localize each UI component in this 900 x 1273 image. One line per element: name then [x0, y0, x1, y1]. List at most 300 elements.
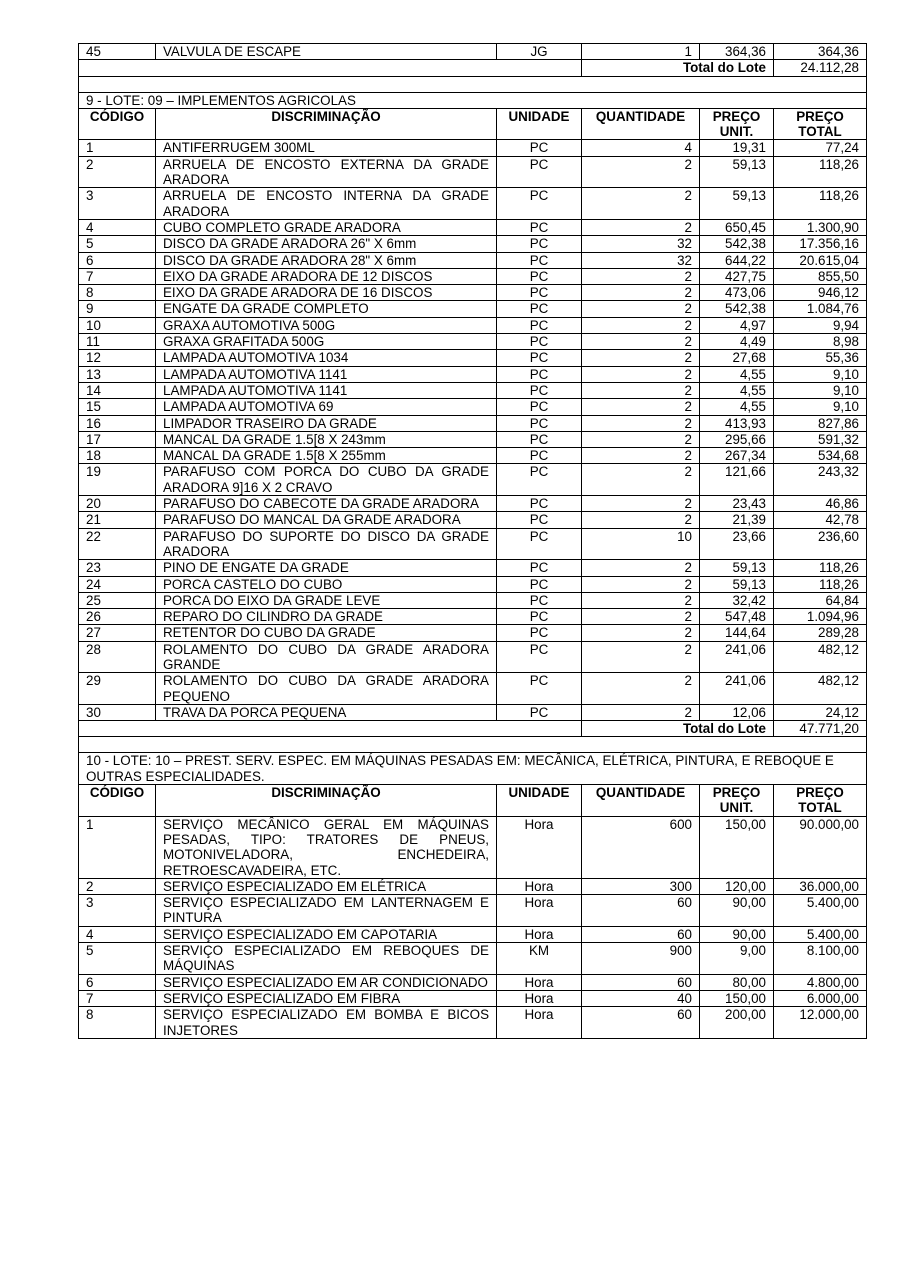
item-total-price: 77,24 — [774, 140, 867, 156]
header-unit: UNIDADE — [497, 108, 582, 140]
item-quantity: 2 — [582, 156, 700, 188]
item-code: 11 — [79, 334, 156, 350]
item-total-price: 482,12 — [774, 641, 867, 673]
item-quantity: 2 — [582, 317, 700, 333]
item-description: ROLAMENTO DO CUBO DA GRADE ARADORA GRANDE — [156, 641, 497, 673]
item-total-price: 9,10 — [774, 382, 867, 398]
table-row — [79, 816, 867, 878]
item-code: 15 — [79, 399, 156, 415]
lot-title-row — [79, 753, 867, 785]
item-code: 1 — [79, 140, 156, 156]
item-code: 6 — [79, 974, 156, 990]
header-description: DISCRIMINAÇÃO — [156, 108, 497, 140]
item-unit: PC — [497, 704, 582, 720]
item-description: GRAXA GRAFITADA 500G — [156, 334, 497, 350]
lot-total-row — [79, 721, 867, 737]
item-description: LIMPADOR TRASEIRO DA GRADE — [156, 415, 497, 431]
item-description: DISCO DA GRADE ARADORA 26" X 6mm — [156, 236, 497, 252]
item-code: 12 — [79, 350, 156, 366]
table-row — [79, 188, 867, 220]
item-code: 13 — [79, 366, 156, 382]
table-row — [79, 1007, 867, 1039]
item-unit-price: 59,13 — [700, 560, 774, 576]
item-quantity: 300 — [582, 878, 700, 894]
item-unit-price: 144,64 — [700, 625, 774, 641]
table-row — [79, 990, 867, 1006]
item-unit: PC — [497, 236, 582, 252]
item-unit: PC — [497, 528, 582, 560]
item-total-price: 1.300,90 — [774, 219, 867, 235]
item-description: PARAFUSO DO CABECOTE DA GRADE ARADORA — [156, 496, 497, 512]
table-row — [79, 252, 867, 268]
item-quantity: 2 — [582, 415, 700, 431]
item-unit-price: 80,00 — [700, 974, 774, 990]
table-row — [79, 878, 867, 894]
price-table — [78, 43, 867, 1039]
item-unit: PC — [497, 350, 582, 366]
table-row — [79, 44, 867, 60]
header-code: CÓDIGO — [79, 108, 156, 140]
table-row — [79, 382, 867, 398]
header-quantity: QUANTIDADE — [582, 108, 700, 140]
item-description: TRAVA DA PORCA PEQUENA — [156, 704, 497, 720]
item-unit-price: 4,55 — [700, 399, 774, 415]
table-row — [79, 317, 867, 333]
item-unit: PC — [497, 382, 582, 398]
item-unit: PC — [497, 673, 582, 705]
header-total-price: PREÇO TOTAL — [774, 108, 867, 140]
document-page — [78, 43, 866, 1039]
item-unit-price: 547,48 — [700, 609, 774, 625]
header-quantity: QUANTIDADE — [582, 785, 700, 817]
item-unit: PC — [497, 366, 582, 382]
item-quantity: 10 — [582, 528, 700, 560]
item-unit-price: 241,06 — [700, 673, 774, 705]
item-unit-price: 150,00 — [700, 990, 774, 1006]
item-total-price: 591,32 — [774, 431, 867, 447]
table-row — [79, 592, 867, 608]
item-unit-price: 200,00 — [700, 1007, 774, 1039]
item-code: 30 — [79, 704, 156, 720]
item-quantity: 2 — [582, 609, 700, 625]
item-description: ROLAMENTO DO CUBO DA GRADE ARADORA PEQUENO — [156, 673, 497, 705]
item-quantity: 2 — [582, 673, 700, 705]
item-description: EIXO DA GRADE ARADORA DE 16 DISCOS — [156, 285, 497, 301]
item-unit: PC — [497, 317, 582, 333]
table-row — [79, 140, 867, 156]
item-unit-price: 21,39 — [700, 512, 774, 528]
item-quantity: 40 — [582, 990, 700, 1006]
item-code: 2 — [79, 156, 156, 188]
item-code: 8 — [79, 1007, 156, 1039]
item-total-price: 6.000,00 — [774, 990, 867, 1006]
item-total-price: 55,36 — [774, 350, 867, 366]
item-unit-price: 27,68 — [700, 350, 774, 366]
item-unit: PC — [497, 625, 582, 641]
item-total-price: 5.400,00 — [774, 895, 867, 927]
item-unit-price: 4,49 — [700, 334, 774, 350]
spacer-row — [79, 76, 867, 92]
item-unit: Hora — [497, 878, 582, 894]
item-unit-price: 364,36 — [700, 44, 774, 60]
item-quantity: 2 — [582, 219, 700, 235]
table-row — [79, 366, 867, 382]
item-total-price: 9,10 — [774, 366, 867, 382]
item-code: 21 — [79, 512, 156, 528]
item-description: REPARO DO CILINDRO DA GRADE — [156, 609, 497, 625]
item-unit-price: 59,13 — [700, 156, 774, 188]
item-description: SERVIÇO ESPECIALIZADO EM ELÉTRICA — [156, 878, 497, 894]
price-table-body — [79, 44, 867, 1039]
item-description: ARRUELA DE ENCOSTO INTERNA DA GRADE ARADORA — [156, 188, 497, 220]
lot-total-value: 24.112,28 — [774, 60, 867, 76]
item-total-price: 8,98 — [774, 334, 867, 350]
item-total-price: 946,12 — [774, 285, 867, 301]
lot-total-label: Total do Lote — [582, 721, 774, 737]
item-quantity: 2 — [582, 464, 700, 496]
item-code: 29 — [79, 673, 156, 705]
item-description: SERVIÇO ESPECIALIZADO EM LANTERNAGEM E PINTURA — [156, 895, 497, 927]
item-unit-price: 644,22 — [700, 252, 774, 268]
table-row — [79, 926, 867, 942]
item-unit-price: 19,31 — [700, 140, 774, 156]
item-total-price: 289,28 — [774, 625, 867, 641]
item-description: GRAXA AUTOMOTIVA 500G — [156, 317, 497, 333]
item-code: 3 — [79, 895, 156, 927]
item-unit: Hora — [497, 974, 582, 990]
table-row — [79, 895, 867, 927]
item-description: DISCO DA GRADE ARADORA 28" X 6mm — [156, 252, 497, 268]
item-unit: Hora — [497, 895, 582, 927]
item-quantity: 2 — [582, 431, 700, 447]
item-unit: PC — [497, 576, 582, 592]
item-description: EIXO DA GRADE ARADORA DE 12 DISCOS — [156, 268, 497, 284]
item-quantity: 2 — [582, 496, 700, 512]
item-description: SERVIÇO ESPECIALIZADO EM FIBRA — [156, 990, 497, 1006]
item-unit: Hora — [497, 1007, 582, 1039]
item-quantity: 600 — [582, 816, 700, 878]
item-quantity: 2 — [582, 448, 700, 464]
table-row — [79, 704, 867, 720]
item-code: 25 — [79, 592, 156, 608]
item-code: 7 — [79, 990, 156, 1006]
item-quantity: 2 — [582, 704, 700, 720]
item-total-price: 5.400,00 — [774, 926, 867, 942]
item-quantity: 2 — [582, 382, 700, 398]
item-code: 28 — [79, 641, 156, 673]
item-description: LAMPADA AUTOMOTIVA 1141 — [156, 366, 497, 382]
item-total-price: 118,26 — [774, 156, 867, 188]
item-quantity: 2 — [582, 301, 700, 317]
item-unit: PC — [497, 219, 582, 235]
item-unit-price: 150,00 — [700, 816, 774, 878]
item-unit-price: 473,06 — [700, 285, 774, 301]
item-quantity: 2 — [582, 268, 700, 284]
item-unit: PC — [497, 415, 582, 431]
header-total-price: PREÇO TOTAL — [774, 785, 867, 817]
item-unit: PC — [497, 592, 582, 608]
item-unit-price: 427,75 — [700, 268, 774, 284]
table-row — [79, 576, 867, 592]
item-total-price: 42,78 — [774, 512, 867, 528]
item-code: 22 — [79, 528, 156, 560]
item-code: 26 — [79, 609, 156, 625]
item-unit: PC — [497, 609, 582, 625]
item-unit-price: 121,66 — [700, 464, 774, 496]
item-total-price: 46,86 — [774, 496, 867, 512]
item-unit-price: 413,93 — [700, 415, 774, 431]
item-total-price: 64,84 — [774, 592, 867, 608]
lot-total-value: 47.771,20 — [774, 721, 867, 737]
item-code: 17 — [79, 431, 156, 447]
item-total-price: 90.000,00 — [774, 816, 867, 878]
item-code: 19 — [79, 464, 156, 496]
item-unit: PC — [497, 156, 582, 188]
item-quantity: 2 — [582, 592, 700, 608]
item-unit-price: 542,38 — [700, 236, 774, 252]
item-unit: PC — [497, 464, 582, 496]
table-row — [79, 943, 867, 975]
item-description: ANTIFERRUGEM 300ML — [156, 140, 497, 156]
item-total-price: 118,26 — [774, 188, 867, 220]
item-unit: PC — [497, 431, 582, 447]
item-total-price: 364,36 — [774, 44, 867, 60]
item-total-price: 17.356,16 — [774, 236, 867, 252]
table-row — [79, 448, 867, 464]
item-unit: KM — [497, 943, 582, 975]
item-unit-price: 542,38 — [700, 301, 774, 317]
item-quantity: 32 — [582, 236, 700, 252]
lot-title: 9 - LOTE: 09 – IMPLEMENTOS AGRICOLAS — [79, 92, 867, 108]
item-unit: PC — [497, 188, 582, 220]
item-total-price: 24,12 — [774, 704, 867, 720]
item-unit: PC — [497, 496, 582, 512]
item-unit: PC — [497, 512, 582, 528]
item-total-price: 534,68 — [774, 448, 867, 464]
item-unit-price: 32,42 — [700, 592, 774, 608]
header-unit-price: PREÇO UNIT. — [700, 785, 774, 817]
item-unit-price: 267,34 — [700, 448, 774, 464]
item-description: ENGATE DA GRADE COMPLETO — [156, 301, 497, 317]
item-quantity: 32 — [582, 252, 700, 268]
item-code: 2 — [79, 878, 156, 894]
item-unit: PC — [497, 641, 582, 673]
item-quantity: 2 — [582, 334, 700, 350]
item-code: 23 — [79, 560, 156, 576]
item-code: 18 — [79, 448, 156, 464]
table-row — [79, 350, 867, 366]
item-code: 8 — [79, 285, 156, 301]
item-description: PORCA CASTELO DO CUBO — [156, 576, 497, 592]
item-code: 16 — [79, 415, 156, 431]
item-quantity: 2 — [582, 285, 700, 301]
item-unit: PC — [497, 560, 582, 576]
item-code: 9 — [79, 301, 156, 317]
item-total-price: 243,32 — [774, 464, 867, 496]
item-total-price: 236,60 — [774, 528, 867, 560]
table-row — [79, 560, 867, 576]
item-code: 24 — [79, 576, 156, 592]
lot-total-blank — [79, 60, 582, 76]
item-description: SERVIÇO ESPECIALIZADO EM AR CONDICIONADO — [156, 974, 497, 990]
item-description: RETENTOR DO CUBO DA GRADE — [156, 625, 497, 641]
item-code: 14 — [79, 382, 156, 398]
table-row — [79, 285, 867, 301]
header-code: CÓDIGO — [79, 785, 156, 817]
lot-title: 10 - LOTE: 10 – PREST. SERV. ESPEC. EM MÁQUINAS PESADAS EM: MECÂNICA, ELÉTRICA, PINTURA, E REBOQUE E OUTRAS ESPECIALIDADES. — [79, 753, 867, 785]
item-unit: Hora — [497, 990, 582, 1006]
table-row — [79, 673, 867, 705]
item-code: 10 — [79, 317, 156, 333]
item-unit: PC — [497, 334, 582, 350]
item-description: LAMPADA AUTOMOTIVA 1034 — [156, 350, 497, 366]
item-unit-price: 9,00 — [700, 943, 774, 975]
column-header-row — [79, 785, 867, 817]
table-row — [79, 528, 867, 560]
table-row — [79, 268, 867, 284]
item-total-price: 8.100,00 — [774, 943, 867, 975]
item-unit-price: 241,06 — [700, 641, 774, 673]
item-description: PARAFUSO DO MANCAL DA GRADE ARADORA — [156, 512, 497, 528]
item-description: MANCAL DA GRADE 1.5[8 X 243mm — [156, 431, 497, 447]
item-quantity: 2 — [582, 366, 700, 382]
item-code: 5 — [79, 236, 156, 252]
item-unit-price: 4,55 — [700, 366, 774, 382]
item-unit: JG — [497, 44, 582, 60]
item-description: CUBO COMPLETO GRADE ARADORA — [156, 219, 497, 235]
item-unit: PC — [497, 448, 582, 464]
table-row — [79, 974, 867, 990]
item-description: SERVIÇO MECÂNICO GERAL EM MÁQUINAS PESADAS, TIPO: TRATORES DE PNEUS, MOTONIVELADORA, ENCHEDEIRA, RETROESCAVADEIRA, ETC. — [156, 816, 497, 878]
item-quantity: 2 — [582, 188, 700, 220]
item-code: 27 — [79, 625, 156, 641]
item-total-price: 482,12 — [774, 673, 867, 705]
item-description: SERVIÇO ESPECIALIZADO EM REBOQUES DE MÁQUINAS — [156, 943, 497, 975]
item-description: SERVIÇO ESPECIALIZADO EM CAPOTARIA — [156, 926, 497, 942]
item-unit-price: 650,45 — [700, 219, 774, 235]
item-quantity: 900 — [582, 943, 700, 975]
table-row — [79, 496, 867, 512]
item-quantity: 60 — [582, 974, 700, 990]
item-description: LAMPADA AUTOMOTIVA 1141 — [156, 382, 497, 398]
item-quantity: 60 — [582, 1007, 700, 1039]
item-total-price: 9,94 — [774, 317, 867, 333]
item-quantity: 2 — [582, 641, 700, 673]
table-row — [79, 219, 867, 235]
item-quantity: 2 — [582, 399, 700, 415]
item-total-price: 855,50 — [774, 268, 867, 284]
item-unit-price: 90,00 — [700, 926, 774, 942]
item-quantity: 60 — [582, 895, 700, 927]
item-total-price: 4.800,00 — [774, 974, 867, 990]
item-unit-price: 90,00 — [700, 895, 774, 927]
item-code: 6 — [79, 252, 156, 268]
item-unit-price: 120,00 — [700, 878, 774, 894]
item-description: SERVIÇO ESPECIALIZADO EM BOMBA E BICOS INJETORES — [156, 1007, 497, 1039]
item-code: 45 — [79, 44, 156, 60]
item-unit-price: 4,55 — [700, 382, 774, 398]
item-unit: PC — [497, 252, 582, 268]
table-row — [79, 334, 867, 350]
item-unit-price: 59,13 — [700, 188, 774, 220]
item-unit-price: 23,43 — [700, 496, 774, 512]
item-quantity: 2 — [582, 560, 700, 576]
item-unit: Hora — [497, 926, 582, 942]
table-row — [79, 301, 867, 317]
item-unit: PC — [497, 399, 582, 415]
item-quantity: 2 — [582, 512, 700, 528]
item-total-price: 118,26 — [774, 576, 867, 592]
item-quantity: 4 — [582, 140, 700, 156]
table-row — [79, 641, 867, 673]
item-description: PARAFUSO COM PORCA DO CUBO DA GRADE ARADORA 9]16 X 2 CRAVO — [156, 464, 497, 496]
header-unit-price: PREÇO UNIT. — [700, 108, 774, 140]
header-description: DISCRIMINAÇÃO — [156, 785, 497, 817]
table-row — [79, 431, 867, 447]
item-quantity: 2 — [582, 576, 700, 592]
item-description: PINO DE ENGATE DA GRADE — [156, 560, 497, 576]
item-code: 1 — [79, 816, 156, 878]
spacer-cell — [79, 76, 867, 92]
item-code: 20 — [79, 496, 156, 512]
table-row — [79, 512, 867, 528]
item-code: 4 — [79, 926, 156, 942]
item-unit-price: 59,13 — [700, 576, 774, 592]
lot-total-label: Total do Lote — [582, 60, 774, 76]
item-quantity: 60 — [582, 926, 700, 942]
item-total-price: 9,10 — [774, 399, 867, 415]
item-unit: PC — [497, 285, 582, 301]
item-unit: Hora — [497, 816, 582, 878]
item-unit: PC — [497, 140, 582, 156]
spacer-row — [79, 737, 867, 753]
item-unit: PC — [497, 268, 582, 284]
item-code: 4 — [79, 219, 156, 235]
item-total-price: 827,86 — [774, 415, 867, 431]
item-description: ARRUELA DE ENCOSTO EXTERNA DA GRADE ARADORA — [156, 156, 497, 188]
table-row — [79, 399, 867, 415]
table-row — [79, 156, 867, 188]
item-code: 3 — [79, 188, 156, 220]
table-row — [79, 464, 867, 496]
item-total-price: 1.094,96 — [774, 609, 867, 625]
item-unit-price: 295,66 — [700, 431, 774, 447]
item-quantity: 2 — [582, 350, 700, 366]
table-row — [79, 625, 867, 641]
item-total-price: 12.000,00 — [774, 1007, 867, 1039]
item-description: PORCA DO EIXO DA GRADE LEVE — [156, 592, 497, 608]
item-total-price: 20.615,04 — [774, 252, 867, 268]
item-description: LAMPADA AUTOMOTIVA 69 — [156, 399, 497, 415]
header-unit: UNIDADE — [497, 785, 582, 817]
item-code: 5 — [79, 943, 156, 975]
item-unit-price: 23,66 — [700, 528, 774, 560]
item-description: PARAFUSO DO SUPORTE DO DISCO DA GRADE ARADORA — [156, 528, 497, 560]
table-row — [79, 236, 867, 252]
item-code: 7 — [79, 268, 156, 284]
item-unit: PC — [497, 301, 582, 317]
item-total-price: 36.000,00 — [774, 878, 867, 894]
item-description: VALVULA DE ESCAPE — [156, 44, 497, 60]
item-unit-price: 4,97 — [700, 317, 774, 333]
lot-total-blank — [79, 721, 582, 737]
item-quantity: 2 — [582, 625, 700, 641]
item-quantity: 1 — [582, 44, 700, 60]
lot-title-row — [79, 92, 867, 108]
lot-total-row — [79, 60, 867, 76]
table-row — [79, 609, 867, 625]
item-total-price: 118,26 — [774, 560, 867, 576]
